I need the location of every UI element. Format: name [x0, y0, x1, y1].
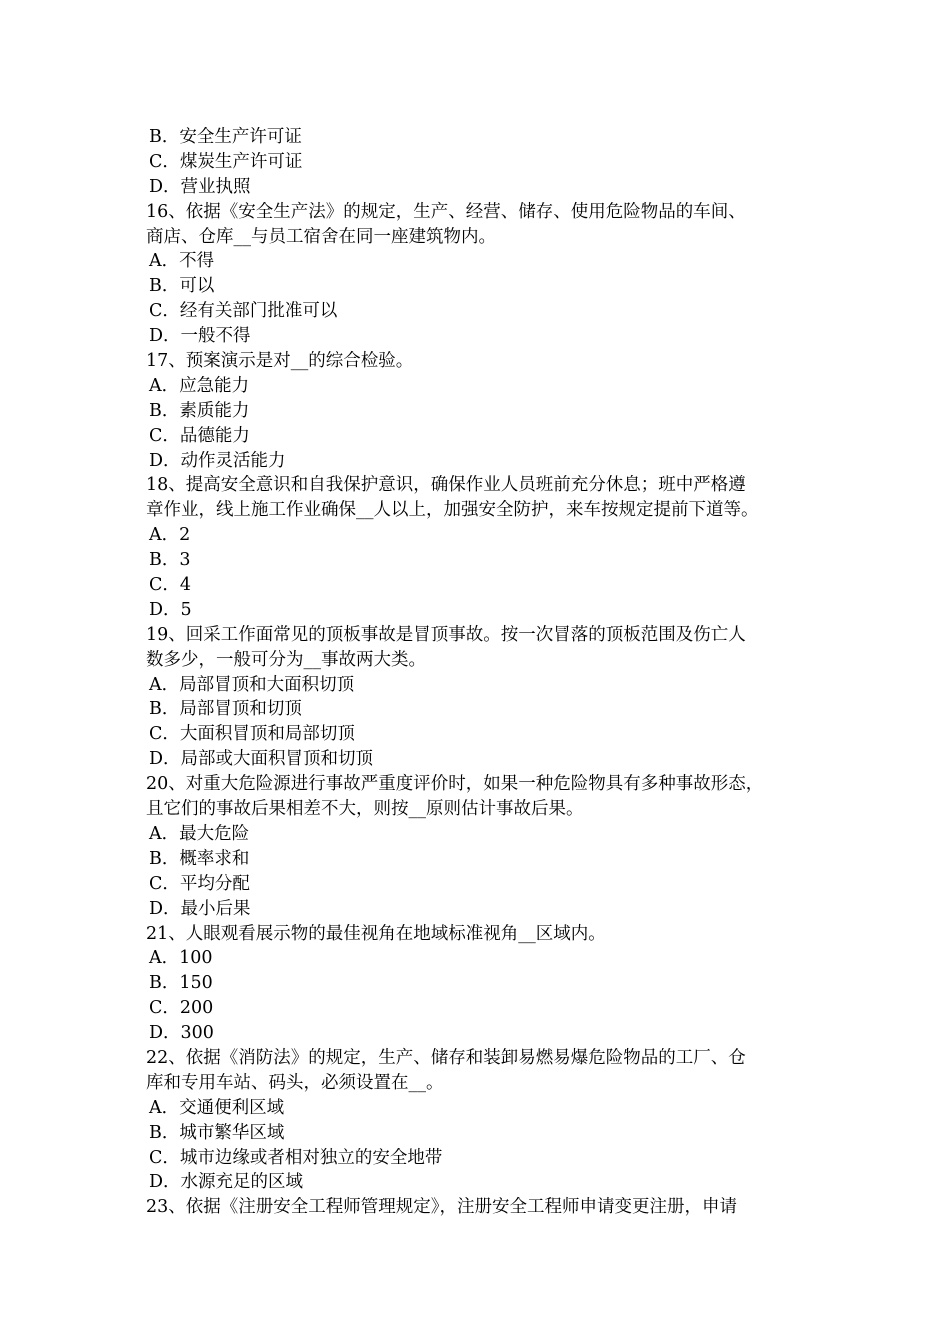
option-text: D．5	[149, 599, 192, 620]
option-text: D．局部或大面积冒顶和切顶	[149, 749, 374, 770]
option-text: B．城市繁华区域	[149, 1122, 285, 1143]
option-text: C．城市边缘或者相对独立的安全地带	[149, 1147, 443, 1168]
option-text: B．150	[149, 973, 213, 994]
question-text: 21、人眼观看展示物的最佳视角在地域标准视角__区域内。	[146, 923, 606, 944]
option-text: B．概率求和	[149, 848, 250, 869]
option-text: B．安全生产许可证	[149, 127, 302, 147]
option-text: C．大面积冒顶和局部切顶	[149, 724, 355, 745]
option-text: C．煤炭生产许可证	[149, 151, 303, 172]
question-text: 22、依据《消防法》的规定，生产、储存和装卸易燃易爆危险物品的工厂、仓	[146, 1047, 746, 1068]
option-text: C．平均分配	[149, 873, 250, 894]
option-text: B．3	[149, 550, 191, 571]
option-text: D．水源充足的区域	[149, 1172, 304, 1193]
option-text: D．一般不得	[149, 326, 251, 347]
option-text: C．200	[149, 998, 214, 1019]
option-text: D．最小后果	[149, 898, 251, 919]
option-text: B．局部冒顶和切顶	[149, 699, 302, 720]
question-text: 23、依据《注册安全工程师管理规定》，注册安全工程师申请变更注册，申请	[146, 1197, 738, 1218]
option-text: D．300	[149, 1023, 214, 1044]
question-text-continued: 库和专用车站、码头，必须设置在__。	[146, 1072, 444, 1093]
option-text: A．最大危险	[149, 823, 250, 844]
option-text: C．品德能力	[149, 425, 250, 446]
question-list	[146, 125, 826, 1220]
option-text: B．素质能力	[149, 400, 250, 421]
option-text: D．动作灵活能力	[149, 450, 286, 471]
question-text-continued: 章作业，线上施工作业确保__人以上，加强安全防护，来车按规定提前下道等。	[146, 500, 759, 521]
option-text: C．4	[149, 575, 192, 596]
question-text: 18、提高安全意识和自我保护意识，确保作业人员班前充分休息；班中严格遵	[146, 475, 746, 496]
option-text: A．应急能力	[149, 375, 250, 396]
option-text: A．局部冒顶和大面积切顶	[149, 674, 355, 695]
question-text: 19、回采工作面常见的顶板事故是冒顶事故。按一次冒落的顶板范围及伤亡人	[146, 624, 746, 645]
option-text: A．100	[149, 948, 213, 969]
option-text: D．营业执照	[149, 176, 251, 197]
option-text: A．不得	[149, 251, 215, 272]
option-text: B．可以	[149, 276, 215, 297]
option-text: A．交通便利区域	[149, 1097, 285, 1118]
question-text: 20、对重大危险源进行事故严重度评价时，如果一种危险物具有多种事故形态，	[146, 774, 764, 795]
option-text: A．2	[149, 525, 191, 546]
question-text: 17、预案演示是对__的综合检验。	[146, 351, 414, 372]
question-text: 16、依据《安全生产法》的规定，生产、经营、储存、使用危险物品的车间、	[146, 201, 746, 222]
question-text-continued: 数多少，一般可分为__事故两大类。	[146, 649, 426, 670]
question-text-continued: 且它们的事故后果相差不大，则按__原则估计事故后果。	[146, 799, 584, 820]
option-text: C．经有关部门批准可以	[149, 301, 338, 322]
question-text-continued: 商店、仓库__与员工宿舍在同一座建筑物内。	[146, 226, 496, 247]
